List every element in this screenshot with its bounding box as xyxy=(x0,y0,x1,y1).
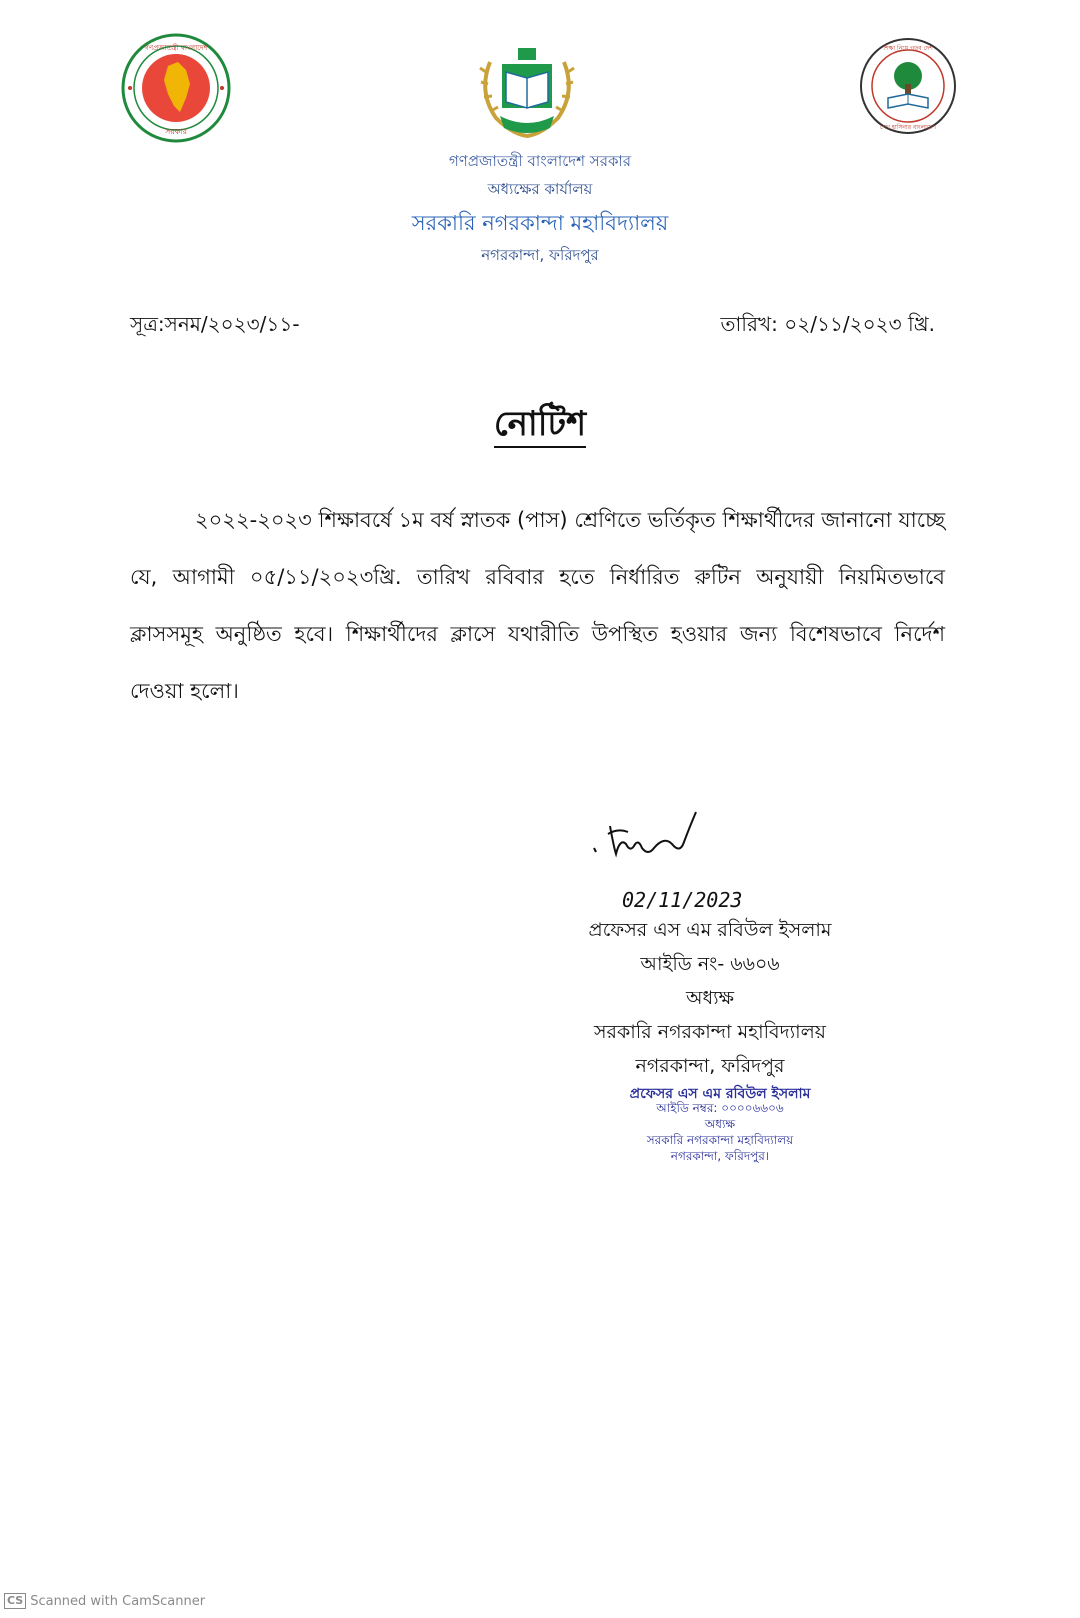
notice-title-wrapper xyxy=(0,398,1080,455)
scanner-watermark xyxy=(4,1593,205,1609)
signature-handwritten-date: 02/11/2023 xyxy=(622,888,743,912)
memo-reference: সূত্র:সনম/২০২৩/১১- xyxy=(130,312,300,336)
college-name: সরকারি নগরকান্দা মহাবিদ্যালয় xyxy=(411,211,669,235)
stamp-name: প্রফেসর এস এম রবিউল ইসলাম xyxy=(629,1086,811,1102)
notice-title: নোটিশ xyxy=(494,404,586,448)
education-seal-icon xyxy=(858,36,958,136)
stamp-college: সরকারি নগরকান্দা মহাবিদ্যালয় xyxy=(646,1133,794,1147)
signatory-college: সরকারি নগরকান্দা মহাবিদ্যালয় xyxy=(594,1021,826,1043)
government-name: গণপ্রজাতন্ত্রী বাংলাদেশ সরকার xyxy=(448,152,632,170)
government-seal-bottom-text: সরকার xyxy=(164,127,188,136)
watermark-text: Scanned with CamScanner xyxy=(30,1593,206,1609)
college-logo-icon xyxy=(472,42,582,140)
college-address: নগরকান্দা, ফরিদপুর xyxy=(481,246,599,264)
government-seal-icon xyxy=(120,32,232,144)
signatory-name: প্রফেসর এস এম রবিউল ইসলাম xyxy=(588,919,832,941)
stamp-role: অধ্যক্ষ xyxy=(704,1117,736,1131)
handwritten-signature-icon xyxy=(588,808,708,878)
stamp-place: নগরকান্দা, ফরিদপুর। xyxy=(670,1149,770,1163)
notice-body: ২০২২-২০২৩ শিক্ষাবর্ষে ১ম বর্ষ স্নাতক (পাস) শ্রেণিতে ভর্তিকৃত শিক্ষার্থীদের জানানো যাচ্ছে যে, আগামী ০৫/১১/২০২৩খ্রি. তারিখ রবিবার হতে নির্ধারিত রুটিন অনুযায়ী নিয়মিতভাবে ক্লাসসমূহ অনুষ্ঠিত হবে। শিক্ষার্থীদের ক্লাসে যথারীতি উপস্থিত হওয়ার জন্য বিশেষভাবে নির্দেশ দেওয়া হলো। xyxy=(130,508,945,703)
signatory-place: নগরকান্দা, ফরিদপুর xyxy=(635,1055,785,1077)
signatory-role: অধ্যক্ষ xyxy=(685,987,734,1009)
camscanner-logo-icon: CS xyxy=(4,1593,26,1609)
office-name: অধ্যক্ষের কার্যালয় xyxy=(487,180,593,198)
education-seal-bottom-text: শেখ হাসিনার বাংলাদেশ xyxy=(880,124,936,131)
education-seal-top-text: শিক্ষা নিয়ে গড়ব দেশ xyxy=(883,45,933,52)
memo-date: তারিখ: ০২/১১/২০২৩ খ্রি. xyxy=(720,312,935,336)
government-seal-top-text: গণপ্রজাতন্ত্রী বাংলাদেশ xyxy=(144,44,208,52)
signatory-id: আইডি নং- ৬৬০৬ xyxy=(640,953,780,975)
stamp-id: আইডি নম্বর: ০০০০৬৬০৬ xyxy=(656,1101,784,1115)
